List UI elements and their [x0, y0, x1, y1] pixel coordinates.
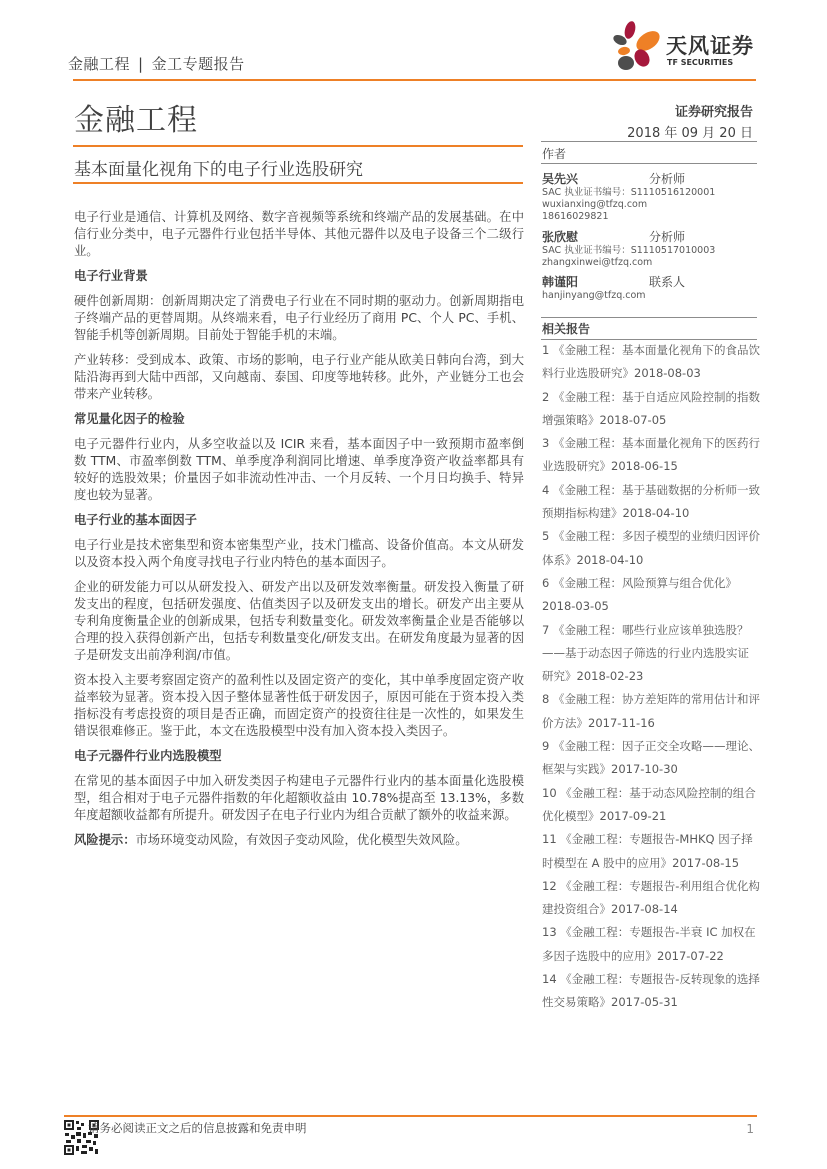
breadcrumb: [68, 53, 245, 74]
related-report-item[interactable]: 5 《金融工程：多因子模型的业绩归因评价体系》2018-04-10: [542, 529, 760, 567]
author-sac-number: SAC 执业证书编号：S1110516120001: [542, 187, 716, 198]
report-subtitle: 基本面量化视角下的电子行业选股研究: [74, 160, 363, 180]
related-report-item[interactable]: 3 《金融工程：基本面量化视角下的医药行业选股研究》2018-06-15: [542, 436, 760, 474]
section-heading: 常见量化因子的检验: [74, 412, 185, 426]
author-role: 联系人: [649, 275, 686, 289]
logo-petal-crimson: [623, 20, 637, 40]
title-rule-bottom: [73, 182, 523, 184]
body-paragraph: 企业的研发能力可以从研发投入、研发产出以及研发效率衡量。研发投入衡量了研发支出的程度，包括研发强度、估值类因子以及研发支出的增长。研发产出主要从专利角度衡量企业的创新成果，包括专利数量变化。研发效率衡量企业是否能够以合理的投入获得创新产出，包括专利数量变化/研发支出。在研发角度最为显著的因子是研发支出前净利润/市值。: [74, 580, 524, 662]
header-rule: [73, 79, 756, 81]
author-email[interactable]: wuxianxing@tfzq.com: [542, 199, 648, 210]
risk-text: 市场环境变动风险，有效因子变动风险，优化模型失效风险。: [135, 833, 468, 847]
authors-heading: 作者: [542, 147, 567, 161]
related-rule-top: [541, 317, 757, 318]
breadcrumb-series: 金工专题报告: [151, 55, 245, 73]
report-summary: [74, 209, 524, 857]
related-report-item[interactable]: 8 《金融工程：协方差矩阵的常用估计和评价方法》2017-11-16: [542, 692, 760, 730]
related-report-item[interactable]: 6 《金融工程：风险预算与组合优化》2018-03-05: [542, 575, 737, 614]
intro-paragraph: 电子行业是通信、计算机及网络、数字音视频等系统和终端产品的发展基础。在中信行业分类中，电子元器件行业包括半导体、其他元器件以及电子设备三个二级行业。: [74, 210, 524, 258]
author-name: 张欣慰: [542, 230, 579, 244]
author-email[interactable]: zhangxinwei@tfzq.com: [542, 257, 653, 268]
report-date: 2018 年 09 月 20 日: [627, 126, 753, 141]
risk-label: 风险提示：: [74, 833, 136, 847]
related-report-item[interactable]: 11 《金融工程：专题报告-MHKQ 因子择时模型在 A 股中的应用》2017-08-15: [542, 832, 753, 870]
body-paragraph: 产业转移：受到成本、政策、市场的影响，电子行业产能从欧美日韩向台湾，到大陆沿海再到大陆中西部，又向越南、泰国、印度等地转移。此外，产业链分工也会带来产业转移。: [74, 353, 524, 401]
related-report-item[interactable]: 2 《金融工程：基于自适应风险控制的指数增强策略》2018-07-05: [542, 389, 760, 427]
author-name: 韩谨阳: [542, 275, 579, 289]
related-report-item[interactable]: 9 《金融工程：因子正交全攻略——理论、框架与实践》2017-10-30: [542, 739, 760, 777]
footer-rule: [64, 1115, 757, 1117]
author-phone: 18616029821: [542, 211, 609, 222]
author-sac-number: SAC 执业证书编号：S1110517010003: [542, 245, 716, 256]
page-title: 金融工程: [74, 103, 198, 138]
related-report-item[interactable]: 1 《金融工程：基本面量化视角下的食品饮料行业选股研究》2018-08-03: [542, 343, 760, 381]
body-paragraph: 电子元器件行业内，从多空收益以及 ICIR 来看，基本面因子中一致预期市盈率倒数 TTM、市盈率倒数 TTM、单季度净利润同比增速、单季度净资产收益率都具有较好的选股效果；价量因子如非流动性冲击、一个月反转、一个月日均换手、特异度也较为显著。: [74, 437, 524, 502]
author-card: [542, 226, 757, 269]
related-reports-list: [542, 339, 760, 1015]
breadcrumb-separator: |: [138, 55, 144, 73]
related-reports-heading: 相关报告: [542, 322, 591, 336]
author-card: [542, 168, 757, 223]
section-heading: 电子元器件行业内选股模型: [74, 749, 222, 763]
risk-warning: [74, 832, 524, 849]
logo-petal-gray-bottom: [618, 56, 634, 70]
body-paragraph: 电子行业是技术密集型和资本密集型产业，技术门槛高、设备价值高。本文从研发以及资本投入两个角度寻找电子行业内特色的基本面因子。: [74, 538, 524, 569]
related-report-item[interactable]: 14 《金融工程：专题报告-反转现象的选择性交易策略》2017-05-31: [542, 972, 760, 1010]
authors-rule-top: [541, 141, 757, 142]
body-paragraph: 硬件创新周期：创新周期决定了消费电子行业在不同时期的驱动力。创新周期指电子终端产品的更替周期。从终端来看，电子行业经历了商用 PC、个人 PC、手机、智能手机等创新周期。目前处于智能手机的末端。: [74, 294, 524, 342]
page-number: 1: [746, 1122, 754, 1136]
related-report-item[interactable]: 13 《金融工程：专题报告-半衰 IC 加权在多因子选股中的应用》2017-07-22: [542, 925, 756, 963]
breadcrumb-category: 金融工程: [68, 55, 131, 73]
related-report-item[interactable]: 12 《金融工程：专题报告-利用组合优化构建投资组合》2017-08-14: [542, 878, 760, 917]
logo-petal-crimson-bottom: [631, 47, 652, 70]
author-email[interactable]: hanjinyang@tfzq.com: [542, 290, 646, 301]
related-report-item[interactable]: 4 《金融工程：基于基础数据的分析师一致预期指标构建》2018-04-10: [542, 482, 760, 521]
related-report-item[interactable]: 10 《金融工程：基于动态风险控制的组合优化模型》2017-09-21: [542, 785, 756, 823]
author-card: [542, 271, 757, 302]
disclaimer-notice: 请务必阅读正文之后的信息披露和免责申明: [88, 1121, 307, 1135]
author-role: 分析师: [649, 230, 686, 244]
logo-petal-orange-small: [617, 46, 630, 56]
title-rule-top: [73, 145, 523, 147]
section-heading: 电子行业的基本面因子: [74, 513, 197, 527]
section-heading: 电子行业背景: [74, 269, 148, 283]
authors-rule-bottom: [541, 163, 757, 164]
author-name: 吴先兴: [542, 172, 579, 186]
author-role: 分析师: [649, 172, 686, 186]
brand-name-en: TF SECURITIES: [667, 58, 734, 67]
body-paragraph: 在常见的基本面因子中加入研发类因子构建电子元器件行业内的基本面量化选股模型，组合相对于电子元器件指数的年化超额收益由 10.78%提高至 13.13%，多数年度超额收益都有所提升。研发因子在电子行业内为组合贡献了额外的收益来源。: [74, 774, 524, 822]
brand-name-cn: 天风证券: [666, 34, 754, 58]
report-type: 证券研究报告: [674, 105, 753, 120]
related-report-item[interactable]: 7 《金融工程：哪些行业应该单独选股？——基于动态因子筛选的行业内选股实证研究》2018-02-23: [542, 622, 749, 684]
body-paragraph: 资本投入主要考察固定资产的盈利性以及固定资产的变化，其中单季度固定资产收益率较为显著。资本投入因子整体显著性低于研发因子，原因可能在于资本投入类指标没有考虑投资的项目是否正确，而固定资产的投资往往是一次性的，如果发生错误很难修正。鉴于此，本文在选股模型中没有加入资本投入类因子。: [74, 673, 524, 738]
